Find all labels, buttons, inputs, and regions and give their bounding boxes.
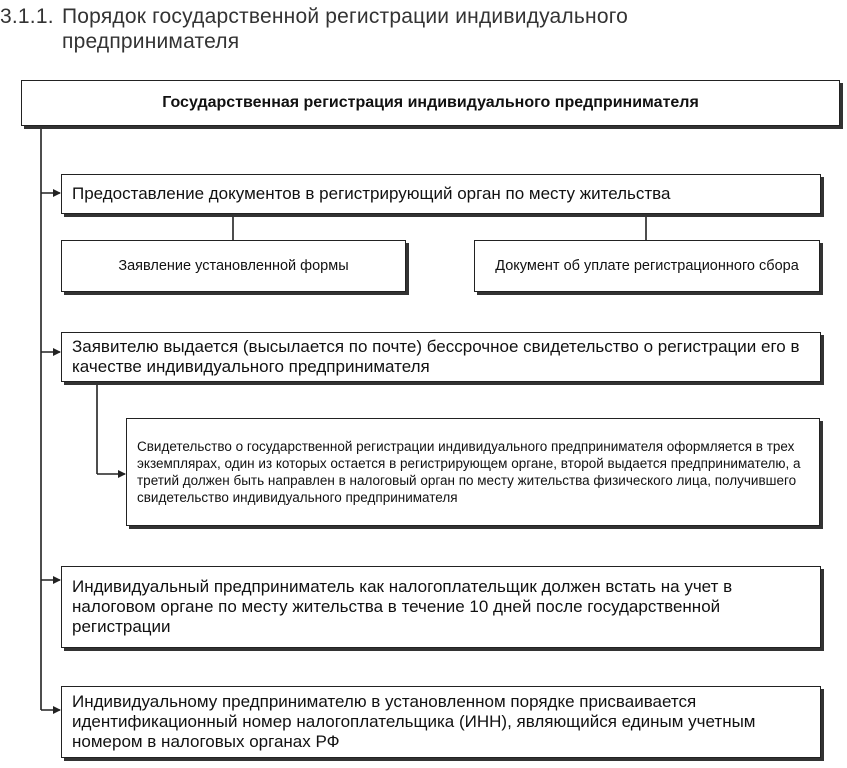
step3-label: Индивидуальный предприниматель как налогоплательщик должен встать на учет в налоговом органе по месту жительства в течение 10 дней после государственной регистрации (72, 577, 733, 636)
step1-label: Предоставление документов в регистрирующий орган по месту жительства (72, 184, 671, 203)
doc-left-label: Заявление установленной формы (118, 258, 349, 274)
step2-label: Заявителю выдается (высылается по почте) бессрочное свидетельство о регистрации его в качестве индивидуального предпринимателя (72, 337, 800, 376)
step1-box (61, 174, 821, 214)
doc-right-box (474, 240, 820, 292)
doc-right-label: Документ об уплате регистрационного сбора (495, 258, 799, 274)
section-title-line1: Порядок государственной регистрации индивидуального (62, 5, 628, 28)
note-box (126, 418, 820, 526)
step3-box (61, 566, 821, 648)
section-title-line2: предпринимателя (62, 30, 240, 53)
root-box-label: Государственная регистрация индивидуального предпринимателя (162, 94, 699, 111)
doc-left-box (61, 240, 406, 292)
step2-box (61, 332, 821, 382)
section-number: 3.1.1. (0, 5, 54, 28)
note-label: Свидетельство о государственной регистрации индивидуального предпринимателя оформляется в трех экземплярах, один из которых остается в регистрирующем органе, второй выдается предпринимателю, а третий должен быть направлен в налоговый орган по месту жительства физического лица, получившего свидетельство индивидуального предпринимателя (137, 439, 801, 505)
root-box (21, 80, 840, 126)
step4-label: Индивидуальному предпринимателю в установленном порядке присваивается идентификационный номер налогоплательщика (ИНН), являющийся единым учетным номером в налоговых органах РФ (72, 692, 756, 751)
step4-box (61, 686, 821, 758)
